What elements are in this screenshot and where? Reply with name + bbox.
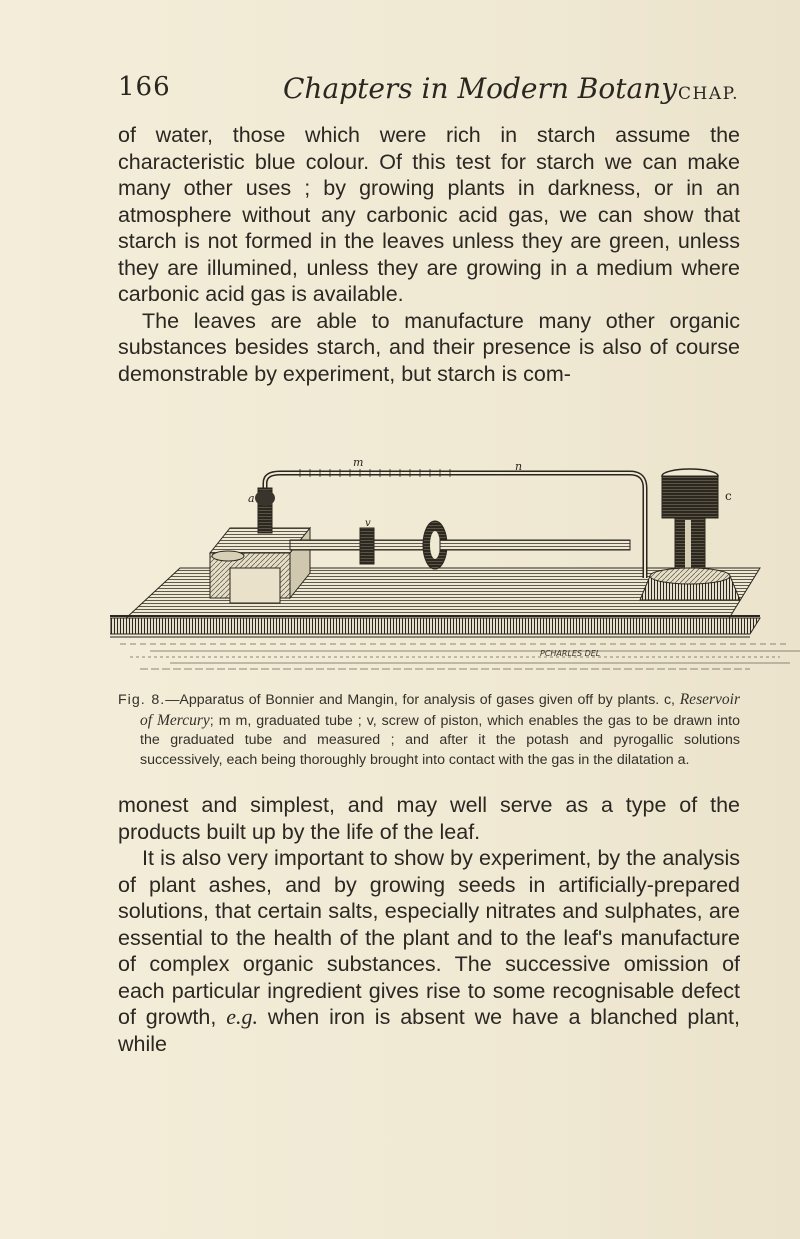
page-number: 166	[118, 72, 171, 102]
label-m: m	[353, 458, 364, 469]
eg-abbrev: e.g.	[226, 1004, 258, 1029]
label-v: v	[365, 518, 371, 529]
paragraph-2: The leaves are able to manufacture many other organic substances besides starch, and their presence is also of course demonstrable by experiment, but starch is com-	[118, 308, 740, 386]
caption-part-2: ; m m, graduated tube ; v, screw of piston, which enables the gas to be drawn into the graduated tube and measured ; and after it the potash and pyrogallic solutions successively, each being thoroughly brought into contact with the gas in the dilatation a.	[140, 712, 740, 768]
figure-caption	[118, 690, 740, 770]
label-a: a	[248, 492, 255, 505]
paragraph-4-end: when iron is absent we have a blanched plant, while	[118, 1005, 740, 1056]
label-c: c	[725, 489, 732, 503]
running-title: Chapters in Modern Botany	[283, 72, 678, 105]
figure-label: Fig. 8.	[118, 692, 166, 708]
apparatus-illustration	[110, 458, 800, 684]
paragraph-3: monest and simplest, and may well serve as a type of the products built up by the life of the leaf.	[118, 793, 740, 844]
caption-reservoir: Reservoir of Mercury	[140, 691, 740, 729]
page-header	[118, 72, 738, 112]
body-text-top	[118, 122, 740, 387]
paragraph-4-main: It is also very important to show by experiment, by the analysis of plant ashes, and by growing seeds in artificially-prepared solutions, that certain salts, especially nitrates and sulphates, are essential to the health of the plant and to the leaf's manufacture of complex organic substances. The successive omission of each particular ingredient gives rise to some recognisable defect of growth,	[118, 846, 740, 1029]
caption-part-1: —Apparatus of Bonnier and Mangin, for analysis of gases given off by plants. c,	[165, 692, 675, 708]
body-text-bottom	[118, 792, 740, 1057]
engraver-signature: PCHARLES DEL	[540, 649, 601, 658]
label-n: n	[515, 460, 523, 473]
paragraph-1: of water, those which were rich in starch assume the characteristic blue colour. Of this test for starch we can make many other uses ; by growing plants in darkness, or in an atmosphere without any carbonic acid gas, we can show that starch is not formed in the leaves unless they are green, unless they are illumined, unless they are growing in a medium where carbonic acid gas is available.	[118, 123, 740, 306]
chapter-abbrev: CHAP.	[678, 84, 740, 104]
paragraph-4	[118, 845, 740, 1057]
